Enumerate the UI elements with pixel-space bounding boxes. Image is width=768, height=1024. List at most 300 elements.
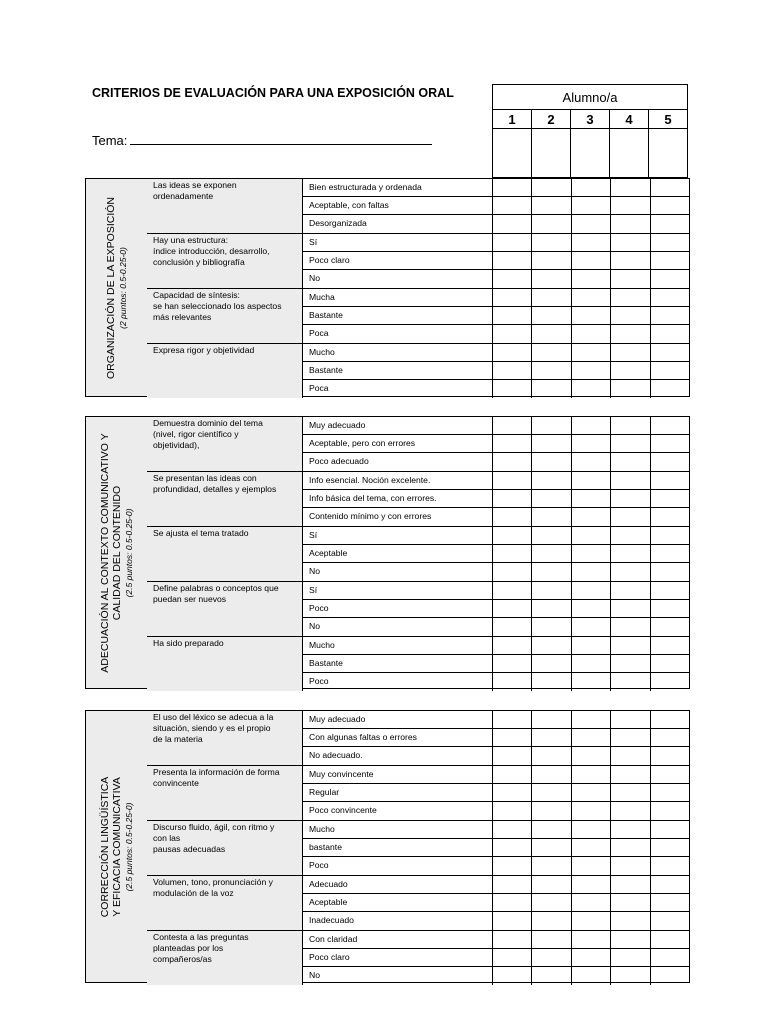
score-cell[interactable] [651,894,689,911]
score-cell[interactable] [611,307,650,324]
score-cell[interactable] [611,967,650,985]
option-row [303,967,689,985]
criterion-label: Se presentan las ideas con profundidad, detalles y ejemplos [147,472,303,526]
score-cell[interactable] [572,784,611,801]
score-cell[interactable] [651,179,689,196]
score-cell[interactable] [572,380,611,398]
score-cell[interactable] [493,215,532,233]
score-cell[interactable] [532,179,571,196]
score-cell[interactable] [532,344,571,361]
score-cell[interactable] [532,637,571,654]
score-cell[interactable] [532,417,571,434]
score-cells [493,472,689,489]
score-cell[interactable] [493,252,532,269]
score-cells [493,197,689,214]
score-cell[interactable] [532,839,571,856]
option-row [303,857,689,875]
score-cell[interactable] [572,894,611,911]
score-cell[interactable] [611,179,650,196]
score-cell[interactable] [611,931,650,948]
score-cell[interactable] [611,435,650,452]
score-cell[interactable] [651,215,689,233]
score-cell[interactable] [651,711,689,728]
score-cell[interactable] [572,490,611,507]
score-cell[interactable] [572,215,611,233]
score-cell[interactable] [651,876,689,893]
option-row [303,380,689,398]
score-cell[interactable] [532,563,571,581]
score-cell[interactable] [493,967,532,985]
score-cell[interactable] [572,802,611,820]
score-cell[interactable] [611,729,650,746]
score-cell[interactable] [611,600,650,617]
score-cell[interactable] [611,270,650,288]
score-cells [493,270,689,288]
score-cell[interactable] [611,563,650,581]
score-cell[interactable] [493,637,532,654]
score-cell[interactable] [532,380,571,398]
score-cell[interactable] [611,325,650,343]
criterion [147,876,689,931]
score-cell[interactable] [611,618,650,636]
score-cell[interactable] [572,711,611,728]
score-cell[interactable] [572,967,611,985]
score-cells [493,949,689,966]
score-cell[interactable] [611,215,650,233]
score-cell[interactable] [651,802,689,820]
score-cell[interactable] [493,417,532,434]
score-cell[interactable] [493,563,532,581]
score-cells [493,215,689,233]
option-row [303,637,689,655]
score-cell[interactable] [651,637,689,654]
score-cell[interactable] [651,600,689,617]
criterion-label: Contesta a las preguntas planteadas por los compañeros/as [147,931,303,985]
score-cell[interactable] [572,655,611,672]
score-cell[interactable] [572,307,611,324]
score-cell[interactable] [611,912,650,930]
score-cells [493,894,689,911]
score-cell[interactable] [532,821,571,838]
tema-label: Tema: [92,133,128,148]
score-cell[interactable] [493,307,532,324]
option-row [303,655,689,673]
score-cell[interactable] [532,784,571,801]
score-cell[interactable] [493,380,532,398]
score-cell[interactable] [532,582,571,599]
score-cell[interactable] [651,435,689,452]
score-cell[interactable] [572,857,611,875]
score-cell[interactable] [532,289,571,306]
option-label: Poco claro [303,949,493,966]
score-cell[interactable] [651,784,689,801]
score-cell[interactable] [532,527,571,544]
option-row [303,912,689,930]
option-row [303,673,689,691]
option-label: Poco convincente [303,802,493,820]
score-cells [493,508,689,526]
option-row [303,582,689,600]
option-label: No adecuado. [303,747,493,765]
score-cell[interactable] [493,839,532,856]
score-cell[interactable] [611,380,650,398]
score-cell[interactable] [611,344,650,361]
score-cell[interactable] [651,912,689,930]
score-cell[interactable] [572,344,611,361]
score-cells [493,912,689,930]
score-cell[interactable] [651,270,689,288]
score-cell[interactable] [532,362,571,379]
score-cell[interactable] [493,362,532,379]
score-cell[interactable] [493,527,532,544]
score-cell[interactable] [532,545,571,562]
score-cell[interactable] [532,894,571,911]
section-title [99,776,135,917]
score-cell[interactable] [532,490,571,507]
section-title-line: CORRECCIÓN LINGÜÍSTICA [98,776,111,917]
score-cell[interactable] [572,453,611,471]
option-row [303,527,689,545]
score-cell[interactable] [532,197,571,214]
option-row [303,931,689,949]
score-cell[interactable] [532,802,571,820]
score-cell[interactable] [651,655,689,672]
score-cells [493,711,689,728]
score-cell[interactable] [651,490,689,507]
score-cell[interactable] [532,453,571,471]
score-cell[interactable] [651,582,689,599]
score-cell[interactable] [651,563,689,581]
score-cell[interactable] [572,417,611,434]
criterion [147,582,689,637]
score-cells [493,802,689,820]
option-row [303,876,689,894]
score-cell[interactable] [651,453,689,471]
score-cell[interactable] [611,894,650,911]
score-cell[interactable] [611,527,650,544]
score-cell[interactable] [572,876,611,893]
criterion [147,289,689,344]
score-cell[interactable] [651,747,689,765]
option-label: Mucho [303,637,493,654]
score-cell[interactable] [493,857,532,875]
score-cell[interactable] [493,344,532,361]
score-cell[interactable] [651,967,689,985]
score-cell[interactable] [611,839,650,856]
score-cell[interactable] [493,821,532,838]
option-row [303,821,689,839]
score-cell[interactable] [651,234,689,251]
score-cell[interactable] [493,894,532,911]
score-cell[interactable] [611,289,650,306]
score-cell[interactable] [651,527,689,544]
score-cell[interactable] [611,472,650,489]
score-cell[interactable] [532,215,571,233]
score-cells [493,453,689,471]
score-cell[interactable] [493,618,532,636]
section-title-line: CALIDAD DEL CONTENIDO [110,485,123,620]
score-cell[interactable] [493,234,532,251]
score-cell[interactable] [572,600,611,617]
score-cell[interactable] [572,545,611,562]
option-row [303,618,689,636]
score-cell[interactable] [532,618,571,636]
score-cell[interactable] [532,307,571,324]
score-cell[interactable] [493,197,532,214]
score-cells [493,307,689,324]
score-cell[interactable] [611,949,650,966]
option-row [303,417,689,435]
student-name-cell[interactable] [649,129,688,178]
score-cell[interactable] [611,490,650,507]
score-cell[interactable] [651,821,689,838]
score-cells [493,417,689,434]
option-row [303,325,689,343]
score-cell[interactable] [532,655,571,672]
score-cell[interactable] [651,417,689,434]
score-cell[interactable] [572,179,611,196]
score-cell[interactable] [493,802,532,820]
score-cell[interactable] [651,949,689,966]
score-cell[interactable] [532,234,571,251]
score-cell[interactable] [493,472,532,489]
score-cell[interactable] [651,508,689,526]
score-cell[interactable] [572,289,611,306]
score-cells [493,931,689,948]
score-cell[interactable] [611,711,650,728]
score-cell[interactable] [493,876,532,893]
criterion-label: Las ideas se exponen ordenadamente [147,179,303,233]
score-cell[interactable] [493,747,532,765]
score-cell[interactable] [532,270,571,288]
option-row [303,802,689,820]
score-cell[interactable] [611,766,650,783]
score-cell[interactable] [493,912,532,930]
score-cell[interactable] [572,673,611,691]
score-cell[interactable] [611,784,650,801]
option-label: Bastante [303,655,493,672]
score-cell[interactable] [572,747,611,765]
option-label: Muy adecuado [303,417,493,434]
score-cell[interactable] [493,655,532,672]
score-cell[interactable] [493,289,532,306]
score-cell[interactable] [651,307,689,324]
score-cell[interactable] [611,673,650,691]
score-cells [493,435,689,452]
score-cell[interactable] [493,673,532,691]
student-name-cell[interactable] [532,129,571,178]
score-cell[interactable] [611,197,650,214]
score-cell[interactable] [611,234,650,251]
score-cell[interactable] [532,967,571,985]
option-label: Info básica del tema, con errores. [303,490,493,507]
score-cell[interactable] [532,435,571,452]
score-cell[interactable] [611,545,650,562]
criterion [147,711,689,766]
score-cell[interactable] [532,325,571,343]
score-cell[interactable] [532,673,571,691]
score-cell[interactable] [493,179,532,196]
score-cell[interactable] [532,747,571,765]
score-cell[interactable] [493,435,532,452]
score-cell[interactable] [532,857,571,875]
score-cell[interactable] [532,876,571,893]
option-row [303,490,689,508]
score-cell[interactable] [651,766,689,783]
score-cell[interactable] [572,362,611,379]
score-cell[interactable] [572,766,611,783]
score-cell[interactable] [572,252,611,269]
score-cell[interactable] [572,912,611,930]
score-cell[interactable] [572,618,611,636]
score-cell[interactable] [572,234,611,251]
score-cell[interactable] [572,563,611,581]
score-cell[interactable] [651,380,689,398]
option-label: Aceptable [303,545,493,562]
score-cell[interactable] [572,839,611,856]
score-cell[interactable] [493,325,532,343]
score-cell[interactable] [493,931,532,948]
tema-field [92,133,432,148]
option-label: Aceptable, con faltas [303,197,493,214]
score-cells [493,234,689,251]
score-cell[interactable] [611,637,650,654]
score-cell[interactable] [493,600,532,617]
score-cell[interactable] [572,949,611,966]
score-cell[interactable] [651,472,689,489]
score-cell[interactable] [532,600,571,617]
score-cell[interactable] [651,362,689,379]
student-number: 4 [610,110,649,129]
option-row [303,344,689,362]
score-cell[interactable] [651,673,689,691]
score-cell[interactable] [651,197,689,214]
option-label: Con claridad [303,931,493,948]
score-cell[interactable] [572,821,611,838]
score-cell[interactable] [651,618,689,636]
score-cell[interactable] [572,582,611,599]
score-cell[interactable] [493,453,532,471]
score-cell[interactable] [493,784,532,801]
option-label: Contenido mínimo y con errores [303,508,493,526]
option-row [303,179,689,197]
score-cell[interactable] [572,508,611,526]
score-cell[interactable] [572,197,611,214]
score-cell[interactable] [572,729,611,746]
score-cells [493,784,689,801]
score-cell[interactable] [572,472,611,489]
score-cell[interactable] [651,545,689,562]
score-cell[interactable] [651,252,689,269]
option-row [303,839,689,857]
criterion-label: Demuestra dominio del tema (nivel, rigor científico y objetividad), [147,417,303,471]
score-cells [493,325,689,343]
score-cell[interactable] [493,490,532,507]
score-cell[interactable] [493,582,532,599]
section-points: (2 puntos: 0.5-0.25-0) [117,246,128,329]
score-cell[interactable] [532,949,571,966]
score-cell[interactable] [611,252,650,269]
option-row [303,362,689,380]
score-cell[interactable] [572,435,611,452]
option-label: Sí [303,234,493,251]
score-cell[interactable] [493,545,532,562]
score-cell[interactable] [611,876,650,893]
score-cell[interactable] [572,325,611,343]
student-name-cell[interactable] [571,129,610,178]
score-cell[interactable] [651,931,689,948]
score-cell[interactable] [611,821,650,838]
option-label: Sí [303,582,493,599]
student-number: 3 [571,110,610,129]
score-cell[interactable] [651,289,689,306]
student-number: 2 [532,110,571,129]
score-cell[interactable] [611,417,650,434]
score-cell[interactable] [532,711,571,728]
score-cell[interactable] [611,802,650,820]
section-points: (2.5 puntos: 0.5-0.25-0) [123,802,134,891]
score-cell[interactable] [651,325,689,343]
score-cell[interactable] [611,508,650,526]
score-cell[interactable] [651,729,689,746]
section-sidebar [86,711,148,982]
score-cell[interactable] [532,931,571,948]
score-cell[interactable] [532,912,571,930]
option-row [303,545,689,563]
score-cell[interactable] [611,453,650,471]
score-cell[interactable] [572,270,611,288]
option-label: Mucho [303,821,493,838]
score-cell[interactable] [493,766,532,783]
score-cell[interactable] [611,582,650,599]
student-header-table [492,84,688,178]
student-name-cell[interactable] [610,129,649,178]
score-cell[interactable] [651,344,689,361]
option-label: Desorganizada [303,215,493,233]
section-points: (2.5 puntos: 0.5-0.25-0) [123,508,134,597]
score-cell[interactable] [532,252,571,269]
score-cell[interactable] [532,472,571,489]
option-row [303,729,689,747]
score-cell[interactable] [651,857,689,875]
score-cell[interactable] [493,711,532,728]
option-row [303,453,689,471]
score-cell[interactable] [532,766,571,783]
score-cell[interactable] [572,527,611,544]
criterion [147,637,689,691]
option-row [303,563,689,581]
score-cell[interactable] [493,508,532,526]
score-cell[interactable] [572,931,611,948]
score-cell[interactable] [611,857,650,875]
score-cell[interactable] [532,729,571,746]
student-name-cell[interactable] [493,129,532,178]
student-number: 5 [649,110,688,129]
score-cell[interactable] [611,362,650,379]
score-cells [493,252,689,269]
score-cell[interactable] [493,949,532,966]
score-cell[interactable] [611,747,650,765]
score-cell[interactable] [572,637,611,654]
score-cell[interactable] [493,270,532,288]
score-cell[interactable] [532,508,571,526]
score-cells [493,600,689,617]
option-label: Bastante [303,307,493,324]
score-cell[interactable] [651,839,689,856]
option-label: Poco [303,857,493,875]
score-cell[interactable] [493,729,532,746]
score-cell[interactable] [611,655,650,672]
